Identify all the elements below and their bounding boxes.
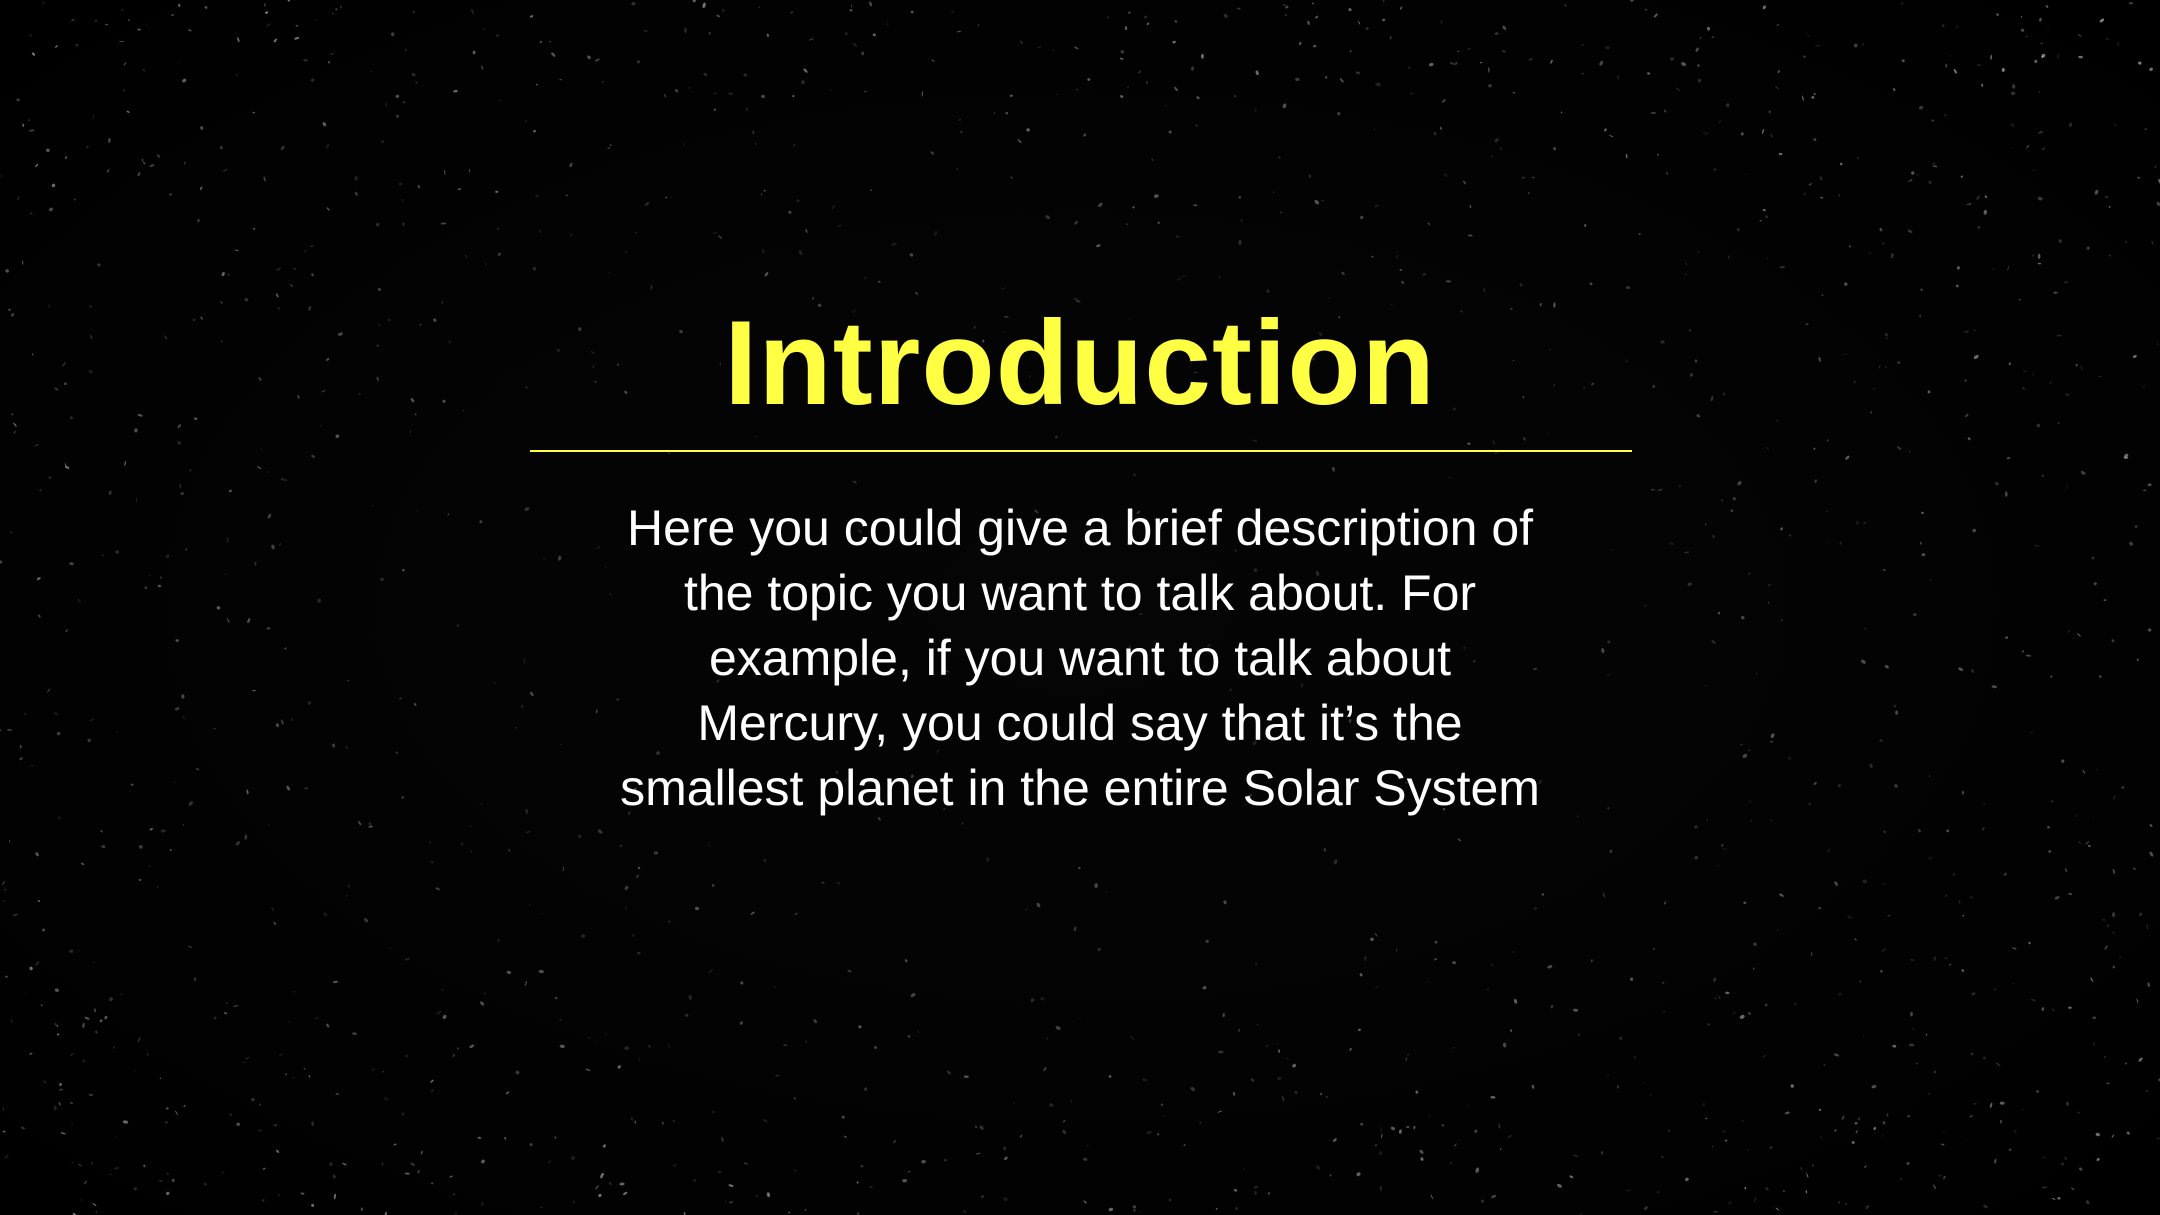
slide-title: Introduction <box>724 296 1436 430</box>
slide-body-text: Here you could give a brief description of the topic you want to talk about. For example, if you want to talk about Mercury, you could say that it’s the smallest planet in the entire Solar System <box>620 500 1540 816</box>
title-divider-line <box>530 450 1632 452</box>
